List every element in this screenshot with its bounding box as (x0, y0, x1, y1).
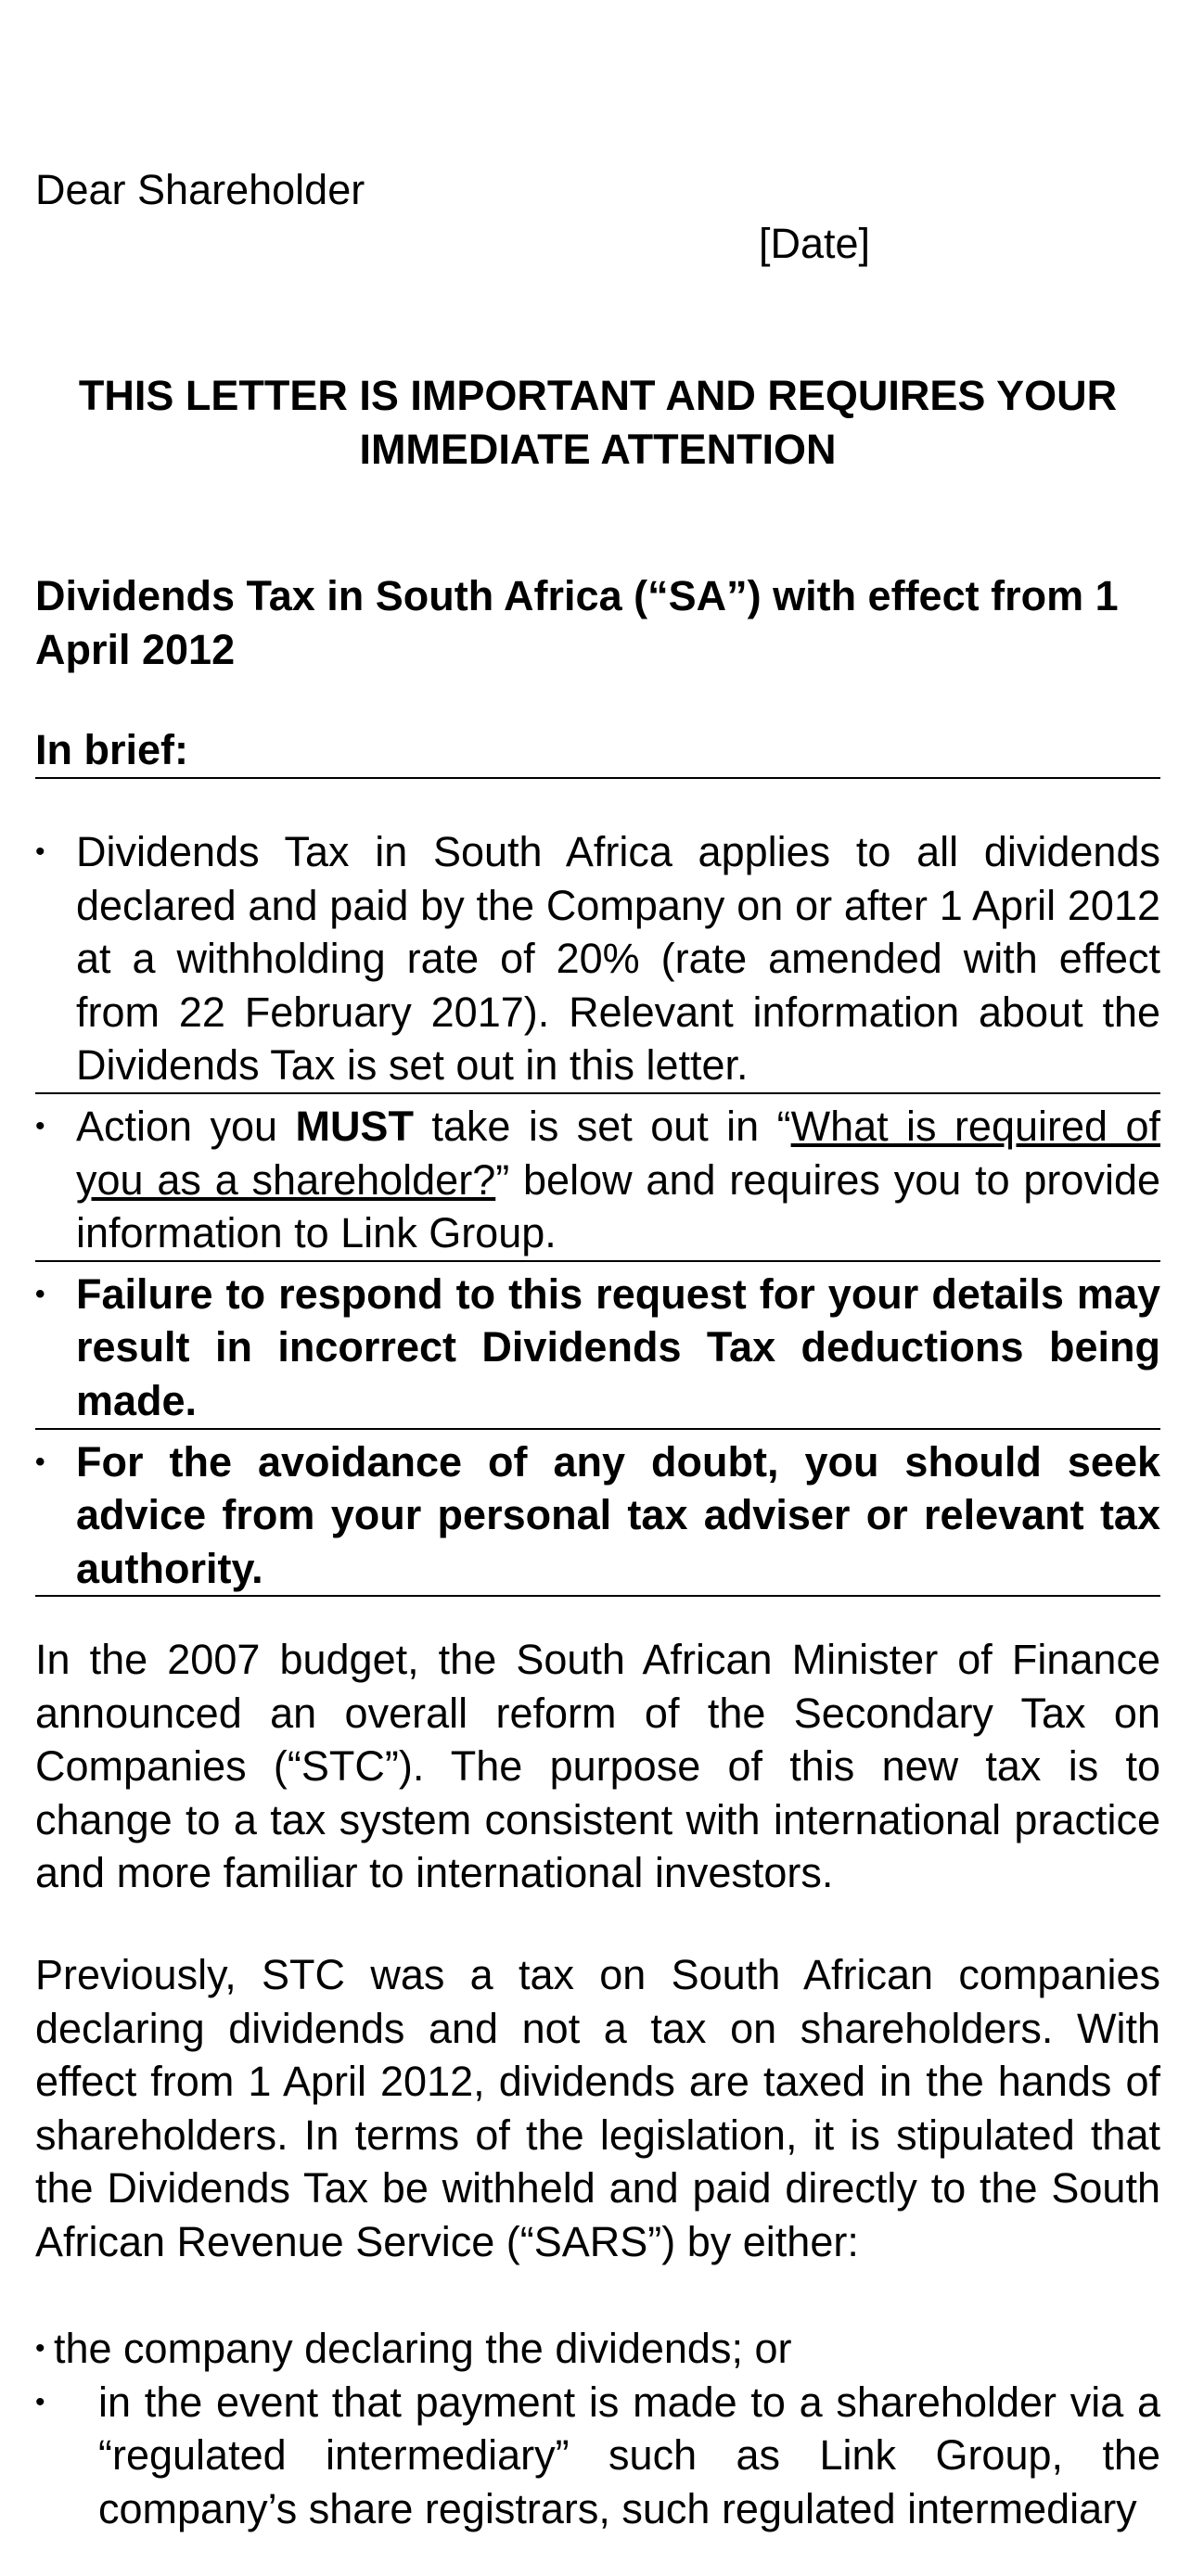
bullet-icon: • (35, 1278, 45, 1309)
must-emphasis: MUST (295, 1102, 414, 1150)
brief-bullet (35, 1100, 1160, 1262)
bullet-icon: • (35, 1110, 45, 1141)
bullet-icon: • (35, 836, 45, 867)
subject-line: Dividends Tax in South Africa (“SA”) with effect from 1 April 2012 (35, 572, 1119, 673)
bullet-text-end: ” below and requires you to provide information to Link Group. (76, 1155, 1160, 1257)
list-item-text: the company declaring the dividends; or (54, 2325, 792, 2372)
section-reference-link[interactable]: What is required of you as a shareholder? (76, 1102, 1160, 1204)
bullet-text-mid: take is set out in “ (413, 1102, 791, 1150)
brief-bullet (35, 825, 1160, 1094)
brief-bullet-list (35, 825, 1160, 1602)
bullet-text-start: Action you (76, 1102, 296, 1150)
bullet-text: Dividends Tax in South Africa applies to all dividends declared and paid by the Company on or after 1 April 2012 at a withholding rate of 20% (rate amended with effect from 22 February 2017). Relevant information about the Dividends Tax is set out in this letter. (76, 828, 1160, 1090)
list-item-text: in the event that payment is made to a shareholder via a “regulated intermediary” such as Link Group, the company’s share registrars, such regulated intermediary (98, 2378, 1160, 2532)
bullet-icon: • (35, 1446, 45, 1477)
headline: THIS LETTER IS IMPORTANT AND REQUIRES YOUR IMMEDIATE ATTENTION (78, 372, 1118, 473)
bullet-icon: • (35, 2333, 45, 2364)
date-placeholder: [Date] (759, 220, 871, 267)
body-paragraph-previously: Previously, STC was a tax on South African companies declaring dividends and not a tax on shareholders. With effect from 1 April 2012, dividends are taxed in the hands of shareholders. In terms of the legislation, it is stipulated that the Dividends Tax be withheld and paid directly to the South African Revenue Service (“SARS”) by either: (35, 1951, 1160, 2265)
bullet-text: For the avoidance of any doubt, you should seek advice from your personal tax adviser or relevant tax authority. (76, 1437, 1160, 1592)
bullet-text: Failure to respond to this request for your details may result in incorrect Dividends Tax deductions being made. (76, 1269, 1160, 1424)
list-item (35, 2322, 1160, 2376)
body-paragraph-budget: In the 2007 budget, the South African Minister of Finance announced an overall reform of the Secondary Tax on Companies (“STC”). The purpose of this new tax is to change to a tax system consistent with international practice and more familiar to international investors. (35, 1636, 1160, 1897)
list-item (35, 2376, 1160, 2536)
in-brief-heading: In brief: (35, 723, 1160, 779)
brief-bullet (35, 1435, 1160, 1598)
brief-bullet (35, 1268, 1160, 1430)
bullet-icon: • (35, 2386, 45, 2417)
salutation: Dear Shareholder (35, 166, 365, 213)
withholding-agent-list (35, 2322, 1160, 2535)
